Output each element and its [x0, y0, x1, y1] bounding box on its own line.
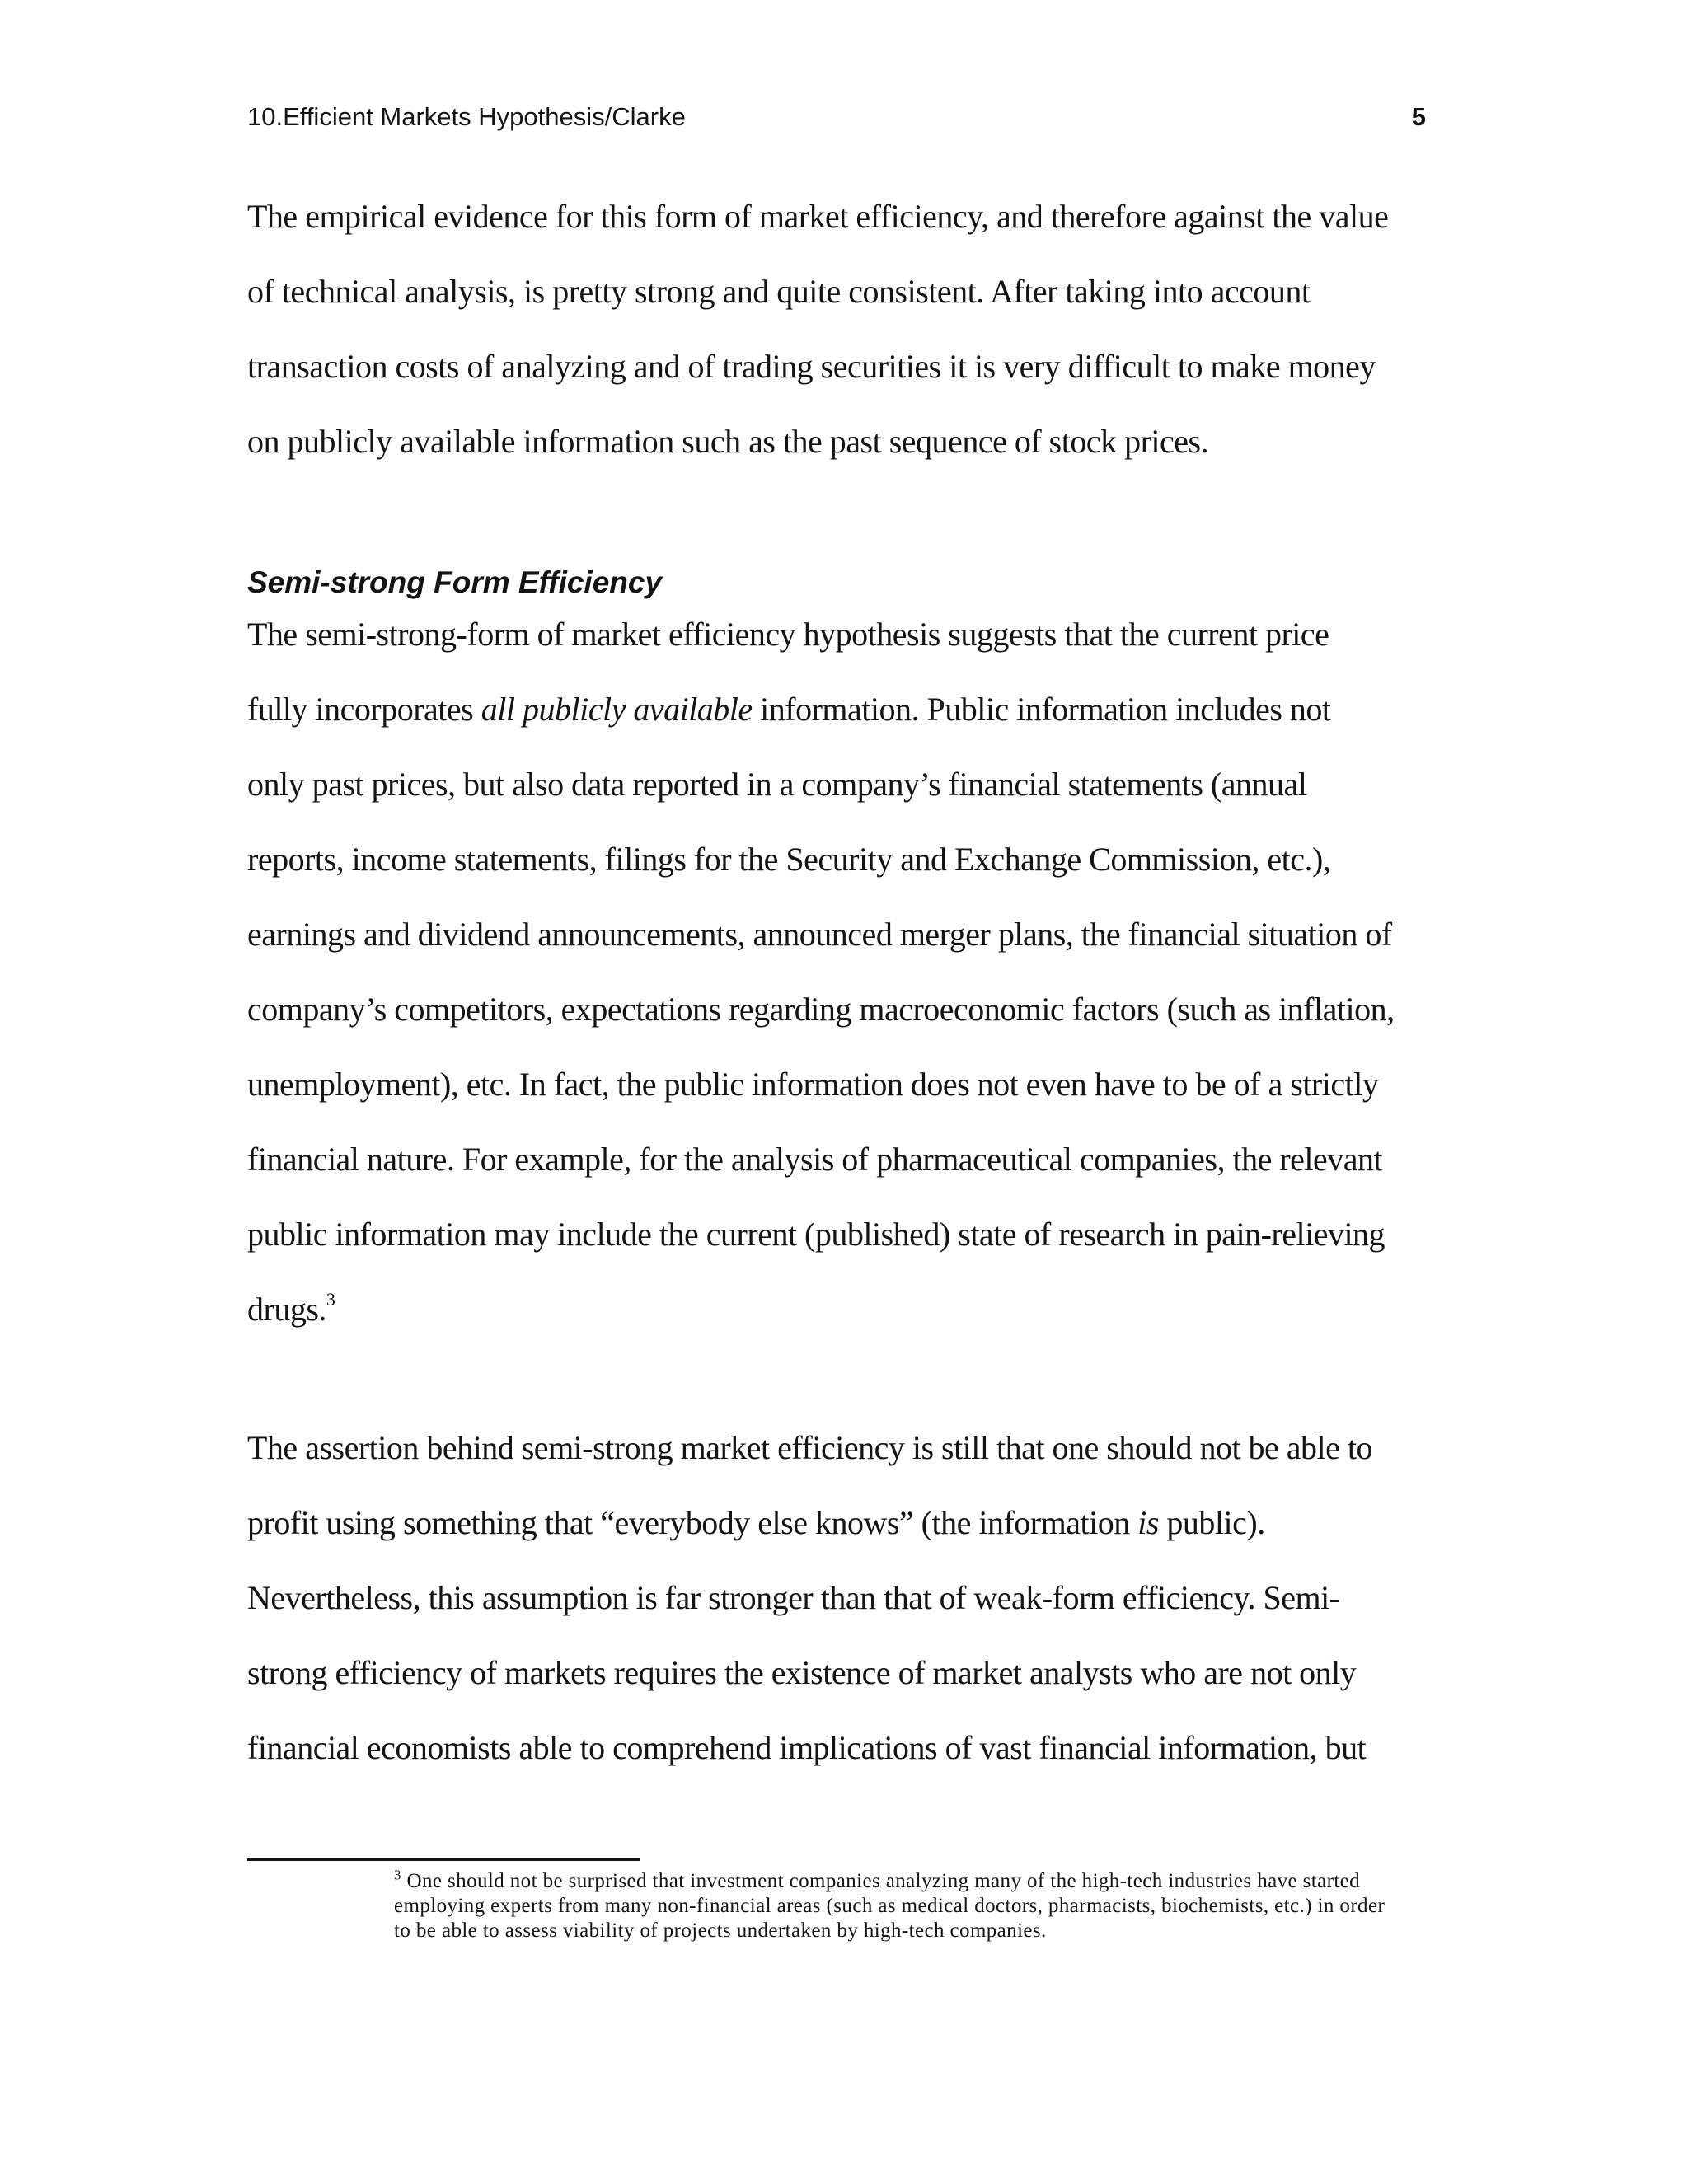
- section-heading: Semi-strong Form Efficiency: [247, 565, 663, 599]
- footnote-line: employing experts from many non-financial areas (such as medical doctors, pharmacists, biochemists, etc.) in order: [394, 1895, 1386, 1917]
- text-line: [247, 1272, 335, 1347]
- footnote-reference[interactable]: 3: [326, 1288, 335, 1310]
- text-line: only past prices, but also data reported in a company’s financial statements (annual: [247, 766, 1307, 803]
- header-title: 10.Efficient Markets Hypothesis/Clarke: [247, 102, 686, 131]
- emphasis-text: all publicly available: [481, 691, 753, 728]
- text-line: strong efficiency of markets requires the existence of market analysts who are not only: [247, 1654, 1357, 1691]
- text-span: fully incorporates: [247, 691, 481, 728]
- footnote-marker: 3: [394, 1867, 401, 1883]
- text-line: financial economists able to comprehend implications of vast financial information, but: [247, 1729, 1367, 1766]
- emphasis-text: is: [1137, 1504, 1159, 1541]
- text-line: earnings and dividend announcements, announced merger plans, the financial situation of: [247, 916, 1392, 953]
- footnote-text: One should not be surprised that investment companies analyzing many of the high-tech industries have started: [401, 1870, 1361, 1892]
- footnote-separator: [247, 1858, 640, 1861]
- text-line: of technical analysis, is pretty strong and quite consistent. After taking into account: [247, 273, 1311, 310]
- footnote-line: [394, 1869, 1360, 1894]
- text-line: company’s competitors, expectations regarding macroeconomic factors (such as inflation,: [247, 991, 1395, 1028]
- text-line: The semi-strong-form of market efficiency hypothesis suggests that the current price: [247, 616, 1329, 653]
- text-line: public information may include the current (published) state of research in pain-relieving: [247, 1216, 1386, 1253]
- text-line: [247, 1485, 1265, 1561]
- text-line: The assertion behind semi-strong market efficiency is still that one should not be able to: [247, 1429, 1373, 1466]
- text-line: [247, 672, 1331, 748]
- text-span: public).: [1158, 1504, 1265, 1541]
- text-span: profit using something that “everybody else knows” (the information: [247, 1504, 1138, 1541]
- text-line: transaction costs of analyzing and of trading securities it is very difficult to make money: [247, 348, 1376, 385]
- text-line: unemployment), etc. In fact, the public information does not even have to be of a strictly: [247, 1066, 1379, 1103]
- text-line: on publicly available information such as the past sequence of stock prices.: [247, 423, 1209, 460]
- text-span: drugs.: [247, 1291, 326, 1328]
- text-line: Nevertheless, this assumption is far stronger than that of weak-form efficiency. Semi-: [247, 1579, 1340, 1616]
- footnote-line: to be able to assess viability of projects undertaken by high-tech companies.: [394, 1919, 1047, 1942]
- text-line: The empirical evidence for this form of market efficiency, and therefore against the value: [247, 198, 1389, 235]
- page-number: 5: [1411, 102, 1426, 131]
- text-span: information. Public information includes not: [752, 691, 1331, 728]
- text-line: reports, income statements, filings for the Security and Exchange Commission, etc.),: [247, 841, 1331, 878]
- text-line: financial nature. For example, for the analysis of pharmaceutical companies, the relevant: [247, 1141, 1383, 1178]
